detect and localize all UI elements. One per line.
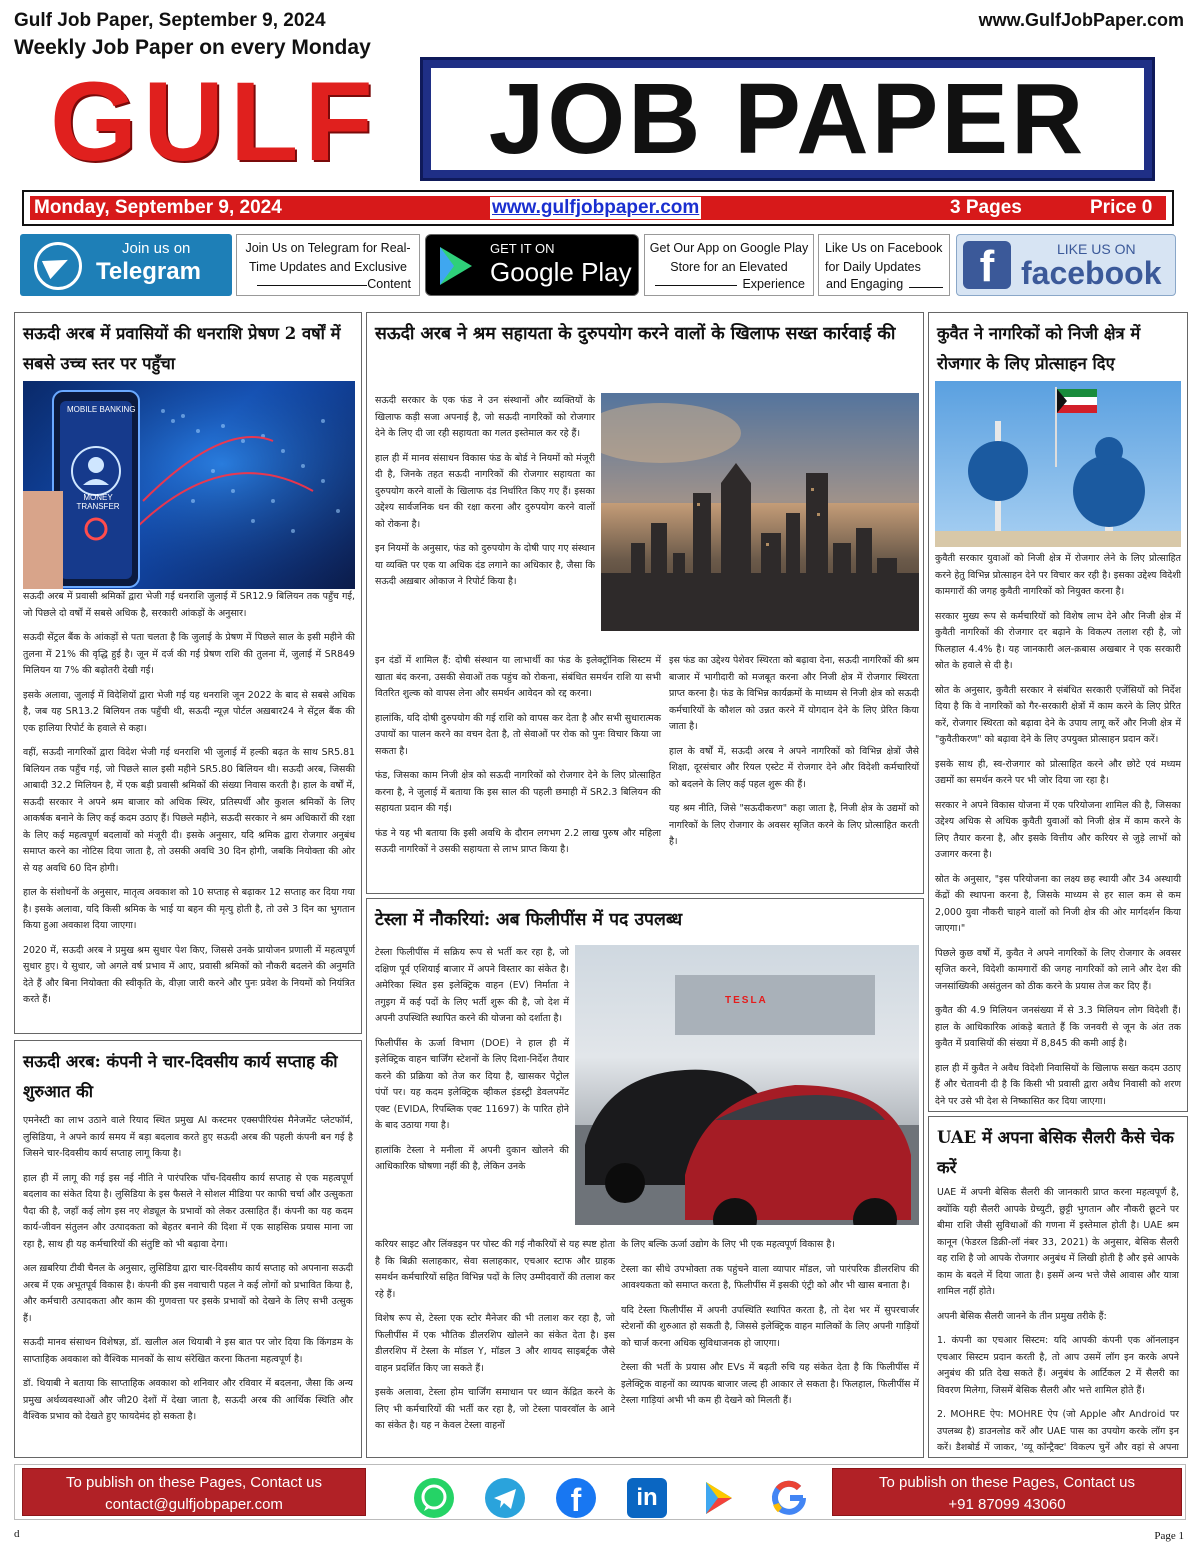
article-paragraph: हाल ही में कुवैत ने अवैध विदेशी निवासियों के खिलाफ सख्त कदम उठाए हैं और चेतावनी दी है कि किसी भी प्रवासी द्वारा अवैध निवासी को शरण देने पर उसे भी देश से निष्कासित कर दिया जाएगा। xyxy=(935,1062,1181,1107)
kuwait-towers-illustration xyxy=(935,381,1181,547)
image-caption-money-transfer: MONEY TRANSFER xyxy=(76,493,120,511)
article-paragraph: 1. कंपनी का एचआर सिस्टम: यदि आपकी कंपनी एक ऑनलाइन एचआर सिस्टम प्रदान करती है, तो आप उसमें लॉग इन करके अपने अनुबंध की प्रति देख सकते हैं। अनुबंध के आर्टिकल 2 में सैलरी का विवरण मिलेगा, जिसमें बेसिक सैलरी और भत्ते शामिल होते हैं। xyxy=(937,1335,1179,1396)
article-paragraph: पिछले कुछ वर्षों में, कुवैत ने अपने नागरिकों के लिए रोजगार के अवसर सृजित करने, विदेशी कामगारों की जगह नागरिकों को लाने और देश की जनसांख्यिकी असंतुलन को ठीक करने के प्रयास तेज कर दिए हैं। xyxy=(935,947,1181,992)
article-paragraph: विशेष रूप से, टेस्ला एक स्टोर मैनेजर की भी तलाश कर रहा है, जो फिलीपींस में एक भौतिक डीलरशिप खोलने का संकेत देता है। इस डीलरशिप में टेस्ला के मॉडल Y, मॉडल 3 और शायद साइबर्ट्रक जैसे वाहन प्रदर्शित किए जा सकते हैं। xyxy=(375,1313,615,1374)
logo-job-paper xyxy=(420,57,1155,181)
kuwait-towers-image xyxy=(935,381,1181,547)
article-paragraph: फंड, जिसका काम निजी क्षेत्र को सऊदी नागरिकों को रोजगार देने के लिए प्रोत्साहित करना है, ने जुलाई में बताया कि इस साल की पहली छमाही में SR2.3 बिलियन की सहायता प्रदान की गई। xyxy=(375,770,661,814)
article-paragraph: 2. MOHRE ऐप: MOHRE ऐप (जो Apple और Android पर उपलब्ध है) डाउनलोड करें और UAE पास का उपयोग करके लॉग इन करें। डैशबोर्ड में जाकर, 'व्यू कॉन्ट्रैक्ट' विकल्प चुनें और वहां से अपना xyxy=(937,1409,1179,1453)
page-number: Page 1 xyxy=(1154,1530,1184,1542)
article-paragraph: सरकार ने अपने विकास योजना में एक परियोजना शामिल की है, जिसका उद्देश्य अधिक से अधिक कुवैती युवाओं को निजी क्षेत्र में काम करने के लिए तैयार करना है, और इसके वित्तीय और करियर से जुड़े लाभों को उजागर करना है। xyxy=(935,799,1181,860)
remittance-image xyxy=(23,381,355,589)
riyadh-skyline-image xyxy=(601,393,919,631)
facebook-name-label: facebook xyxy=(1021,255,1162,291)
footer-contact-phone-box[interactable] xyxy=(832,1468,1182,1516)
article-paragraph: कुवैत की 4.9 मिलियन जनसंख्या में से 3.3 मिलियन लोग विदेशी हैं। हाल के आधिकारिक आंकड़े बताते हैं कि जनवरी से जून के अंत तक कुवैत में प्रवासियों की संख्या में 8,845 की कमी आई है। xyxy=(935,1005,1181,1049)
facebook-icon: f xyxy=(963,241,1011,289)
article-body-bottom-right xyxy=(669,653,919,859)
article-paragraph: सऊदी सेंट्रल बैंक के आंकड़ों से पता चलता है कि जुलाई के प्रेषण में पिछले साल के इसी महीने की तुलना में 21% की वृद्धि हुई है। जून में दर्ज की गई प्रेषण राशि की तुलना में, जुलाई में SR849 मिलियन या 7% की बढ़ोतरी देखी गई। xyxy=(23,632,355,676)
issue-url-link[interactable]: www.gulfjobpaper.com xyxy=(492,197,700,218)
article-title: UAE में अपना बेसिक सैलरी कैसे चेक करें xyxy=(937,1128,1174,1177)
article-paragraph: इन दंडों में शामिल हैं: दोषी संस्थान या लाभार्थी का फंड के इलेक्ट्रॉनिक सिस्टम में खाता बंद करना, उसकी सेवाओं तक पहुंच को रोकना, संबंधित समर्थन राशि या सभी वितरित शुल्क को वापस लेना और समर्थन आवेदन को रद्द करना। xyxy=(375,655,661,699)
article-paragraph: टेस्ला की भर्ती के प्रयास और EVs में बढ़ती रुचि यह संकेत देता है कि फिलीपींस में इलेक्ट्रिक वाहनों का व्यापक बाजार जल्द ही आकार ले सकता है। फिलहाल, फिलीपींस में टेस्ला गाड़ियां अभी भी कम ही देखने को मिलती हैं। xyxy=(621,1362,919,1406)
logo-gulf: GULF xyxy=(50,59,379,184)
footer-right-phone[interactable]: +91 87099 43060 xyxy=(948,1496,1066,1513)
article-paragraph: इसके अलावा, टेस्ला होम चार्जिंग समाधान पर ध्यान केंद्रित करने के लिए भी कर्मचारियों की भर्ती कर रहा है, जो टेस्ला पावरवॉल के आने का संकेत है। यह न केवल टेस्ला वाहनों xyxy=(375,1387,615,1431)
article-paragraph: के लिए बल्कि ऊर्जा उद्योग के लिए भी एक महत्वपूर्ण विकास है। xyxy=(621,1239,835,1250)
article-body-bottom-left xyxy=(375,653,661,867)
google-play-promo-text: Get Our App on Google Play Store for an Elevated xyxy=(649,241,809,274)
article-paragraph: सरकार मुख्य रूप से कर्मचारियों को विशेष लाभ देने और निजी क्षेत्र में कुवैती नागरिकों की रोजगार दर बढ़ाने के विकल्प तलाश रही है, जो फिलहाल 4.4% है। यह जानकारी अल-क़बास अखबार ने एक सरकारी स्रोत के हवाले से दी है। xyxy=(935,610,1181,671)
google-play-icon-accent xyxy=(440,247,454,285)
article-paragraph: करियर साइट और लिंक्डइन पर पोस्ट की गई नौकरियों से यह स्पष्ट होता है कि बिक्री सलाहकार, सेवा सलाहकार, एचआर स्टाफ और ग्राहक समर्थन कर्मचारियों सहित विभिन्न पदों के लिए उम्मीदवारों की तलाश कर रहे हैं। xyxy=(375,1239,615,1300)
article-paragraph: इन नियमों के अनुसार, फंड को दुरुपयोग के दोषी पाए गए संस्थान या व्यक्ति पर एक या अधिक दंड लगाने का अधिकार है, जैसा कि सऊदी अख़बार ओकाज ने रिपोर्ट किया है। xyxy=(375,543,595,587)
footer-mark: d xyxy=(14,1528,20,1540)
google-play-promo-text-end: Experience xyxy=(742,277,805,291)
article-paragraph: फिलीपींस के ऊर्जा विभाग (DOE) ने हाल ही में इलेक्ट्रिक वाहन चार्जिंग स्टेशनों के लिए दिशा-निर्देश तैयार करने की प्रक्रिया को तेज कर दिया है, खासकर पेट्रोल पंपों पर। यह कदम इलेक्ट्रिक व्हीकल इंडस्ट्री डेवलपमेंट एक्ट (EVIDA, रिपब्लिक एक्ट 11697) के पारित होने के बाद उठाया गया है। xyxy=(375,1037,569,1131)
article-paragraph: इस फंड का उद्देश्य पेशेवर स्थिरता को बढ़ावा देना, सऊदी नागरिकों की श्रम बाजार में भागीदारी को मजबूत करना और निजी क्षेत्र में रोजगार स्थिरता प्राप्त करना है। फंड के विभिन्न कार्यक्रमों के माध्यम से निजी क्षेत्र को सऊदी कर्मचारियों के कौशल को उन्नत करने में योगदान देने के लिए प्रेरित किया जाता है। xyxy=(669,655,919,732)
header-site-link[interactable]: www.GulfJobPaper.com xyxy=(978,10,1184,30)
telegram-banner[interactable] xyxy=(20,234,232,296)
article-paragraph: हालांकि, यदि दोषी दुरुपयोग की गई राशि को वापस कर देता है और सभी सुधारात्मक उपायों का पालन करने का वचन देता है, तो सेवाओं पर रोक को पुनः विचार किया जा सकता है। xyxy=(375,712,661,757)
telegram-icon[interactable] xyxy=(485,1478,525,1518)
article-paragraph: स्रोत के अनुसार, "इस परियोजना का लक्ष्य छह स्थायी और 34 अस्थायी केंद्रों की स्थापना करना है, जिसके माध्यम से हर साल कम से कम 2,000 युवा नौकरी चाहने वालों को निजी क्षेत्र की ओर मार्गदर्शन किया जाएगा।" xyxy=(935,873,1181,934)
tesla-sign: TESLA xyxy=(725,995,768,1006)
arrow-right-icon xyxy=(909,287,943,288)
article-body-top xyxy=(375,945,569,1184)
article-title: टेस्ला में नौकरियां: अब फिलीपींस में पद उपलब्ध xyxy=(375,910,683,930)
article-paragraph: टेस्ला फिलीपींस में सक्रिय रूप से भर्ती कर रहा है, जो दक्षिण पूर्व एशियाई बाजार में अपने विस्तार का संकेत है। अमेरिका स्थित इस इलेक्ट्रिक वाहन (EV) निर्माता ने तगुइग में कई पदों के लिए भर्ती शुरू की है, जो देश में अपनी उपस्थिति स्थापित करने की योजना को दर्शाता है। xyxy=(375,947,569,1024)
telegram-promo-text-end: Content xyxy=(367,277,411,291)
telegram-icon xyxy=(34,242,82,290)
google-icon[interactable] xyxy=(769,1478,809,1518)
footer-left-line1: To publish on these Pages, Contact us xyxy=(66,1474,322,1491)
linkedin-icon[interactable]: in xyxy=(627,1478,667,1518)
article-body xyxy=(23,589,355,1017)
telegram-promo-text-box xyxy=(236,234,420,296)
article-tesla-philippines xyxy=(366,898,924,1458)
article-kuwait-private-sector xyxy=(928,312,1188,1112)
tesla-cars-image xyxy=(575,945,919,1225)
article-saudi-remittances xyxy=(14,312,362,1034)
article-title: सऊदी अरब: कंपनी ने चार-दिवसीय कार्य सप्ताह की शुरुआत की xyxy=(23,1052,338,1101)
article-paragraph: इसके साथ ही, स्व-रोजगार को प्रोत्साहित करने और छोटे एवं मध्यम उद्यमों का समर्थन करने पर भी जोर दिया जा रहा है। xyxy=(935,758,1181,786)
image-caption-mobile-banking: MOBILE BANKING xyxy=(67,405,136,414)
telegram-join-label: Join us on xyxy=(122,240,191,257)
article-body-bottom-left xyxy=(375,1237,615,1443)
logo-job-paper-text: JOB PAPER xyxy=(431,68,1144,170)
article-title: कुवैत ने नागरिकों को निजी क्षेत्र में रोजगार के लिए प्रोत्साहन दिए xyxy=(937,324,1141,373)
article-four-day-week xyxy=(14,1040,362,1458)
page-count: 3 Pages xyxy=(950,197,1022,218)
article-paragraph: डॉ. थियाबी ने बताया कि साप्ताहिक अवकाश को शनिवार और रविवार में बदलना, जैसा कि अन्य प्रमुख अर्थव्यवस्थाओं और जी20 देशों में देखा जाता है, सऊदी अरब की आर्थिक स्थिति और वैश्विक प्रभाव को देखते हुए फायदेमंद हो सकता है। xyxy=(23,1378,353,1422)
facebook-promo-text-box xyxy=(818,234,950,296)
facebook-banner[interactable] xyxy=(956,234,1176,296)
article-paragraph: सऊदी अरब में प्रवासी श्रमिकों द्वारा भेजी गई धनराशि जुलाई में SR12.9 बिलियन तक पहुँच गई, जो पिछले दो वर्षों में सबसे अधिक है, सरकारी आंकड़ों के अनुसार। xyxy=(23,591,355,619)
article-paragraph: टेस्ला का सीधे उपभोक्ता तक पहुंचने वाला व्यापार मॉडल, जो पारंपरिक डीलरशिप की आवश्यकता को समाप्त करता है, फिलीपींस में इसकी एंट्री को और भी खास बनाता है। xyxy=(621,1263,919,1291)
article-title: सऊदी अरब में प्रवासियों की धनराशि प्रेषण 2 वर्षों में सबसे उच्च स्तर पर पहुँचा xyxy=(23,324,341,373)
article-paragraph: हाल के वर्षों में, सऊदी अरब ने अपने नागरिकों को विभिन्न क्षेत्रों जैसे शिक्षा, दूरसंचार और रियल एस्टेट में रोजगार देने और विदेशी कर्मचारियों को बदलने के लिए कई पहल शुरू की हैं। xyxy=(669,745,919,790)
article-paragraph: एमनेस्टी का लाभ उठाने वाले रियाद स्थित प्रमुख AI कस्टमर एक्सपीरियंस मैनेजमेंट प्लेटफॉर्म, लुसिडिया, ने अपने कार्य समय में बड़ा बदलाव करते हुए सऊदी अरब की पहली कंपनी बन गई है जिसने चार-दिवसीय कार्य सप्ताह लागू किया है। xyxy=(23,1115,353,1159)
facebook-promo-text-end: and Engaging xyxy=(826,277,904,291)
issue-date: Monday, September 9, 2024 xyxy=(34,197,282,218)
footer-left-email[interactable]: contact@gulfjobpaper.com xyxy=(105,1496,283,1513)
whatsapp-icon[interactable] xyxy=(414,1478,454,1518)
footer-contact-email-box[interactable] xyxy=(22,1468,366,1516)
article-paragraph: सऊदी सरकार के एक फंड ने उन संस्थानों और व्यक्तियों के खिलाफ कड़ी सजा अपनाई है, जो सऊदी नागरिकों को रोजगार देने के लिए दी जा रही सहायता का गलत इस्तेमाल कर रहे हैं। xyxy=(375,395,595,439)
facebook-promo-text: Like Us on Facebook for Daily Updates xyxy=(825,241,943,274)
issue-price: Price 0 xyxy=(1090,197,1153,218)
footer-right-line1: To publish on these Pages, Contact us xyxy=(879,1474,1135,1491)
header-date-line: Gulf Job Paper, September 9, 2024 xyxy=(14,10,326,31)
article-paragraph: कुवैती सरकार युवाओं को निजी क्षेत्र में रोजगार लेने के लिए प्रोत्साहित करने हेतु विभिन्न प्रोत्साहन देने पर विचार कर रही है। इसका उद्देश्य विदेशी कामगारों की जगह कुवैती नागरिकों को नियुक्त करना है। xyxy=(935,553,1181,597)
article-paragraph: हाल ही में मानव संसाधन विकास फंड के बोर्ड ने नियमों को मंजूरी दी है, जिनके तहत सऊदी नागरिकों की रोजगार सहायता का दुरुपयोग करने वालों के खिलाफ दंड निर्धारित किए गए हैं। इसका उद्देश्य सार्वजनिक धन की रक्षा करना और दुरुपयोग करने वालों को रोकना है। xyxy=(375,452,595,530)
article-body xyxy=(935,551,1181,1112)
arrow-left-icon xyxy=(257,285,367,286)
article-body xyxy=(23,1113,353,1426)
arrow-left-icon xyxy=(655,285,737,286)
facebook-icon[interactable]: f xyxy=(556,1478,596,1518)
article-paragraph: वहीं, सऊदी नागरिकों द्वारा विदेश भेजी गई धनराशि भी जुलाई में हल्की बढ़त के साथ SR5.81 बिलियन तक पहुँच गई, जो पिछले साल इसी महीने SR5.80 बिलियन थी। सऊदी अरब, जिसकी आबादी 32.2 मिलियन है, में एक बड़ी प्रवासी श्रमिकों की संख्या निवास करती है। हाल के वर्षों में, सऊदी सरकार ने अपने श्रम बाजार को अधिक स्थिर, प्रतिस्पर्धी और कुशल श्रमिकों के लिए आकर्षक बनाने के लिए कई कदम उठाए हैं। पिछले महीने, सऊदी सरकार ने श्रम अधिकारों की रक्षा के लिए कई महत्वपूर्ण बदलावों को मंजूरी दी। इसके अनुसार, यदि श्रमिक द्वारा रोजगार अनुबंध समाप्त करने का नोटिस दिया जाता है, तो उसकी अवधि 30 दिन होगी, जबकि नियोक्ता की ओर से यह अवधि 60 दिन होगी। xyxy=(23,747,355,874)
tesla-cars-illustration xyxy=(575,945,919,1225)
google-play-icon[interactable] xyxy=(698,1478,738,1518)
article-paragraph: यदि टेस्ला फिलीपींस में अपनी उपस्थिति स्थापित करता है, तो देश भर में सुपरचार्जर स्टेशनों की शुरुआत हो सकती है, जिससे इलेक्ट्रिक वाहन मालिकों के लिए अपनी गाड़ियों को चार्ज करना अधिक सुविधाजनक हो जाएगा। xyxy=(621,1304,919,1349)
article-paragraph: हाल के संशोधनों के अनुसार, मातृत्व अवकाश को 10 सप्ताह से बढ़ाकर 12 सप्ताह कर दिया गया है। इसके अलावा, यदि किसी श्रमिक के भाई या बहन की मृत्यु होती है, तो उसे 3 दिन का भुगतान किया हुआ अवकाश दिया जाएगा। xyxy=(23,887,355,931)
article-body-bottom-right xyxy=(621,1237,919,1418)
article-labor-support-misuse xyxy=(366,312,924,894)
article-paragraph: हाल ही में लागू की गई इस नई नीति ने पारंपरिक पाँच-दिवसीय कार्य सप्ताह से एक महत्वपूर्ण बदलाव का संकेत दिया है। लुसिडिया के इस फैसले ने सोशल मीडिया पर काफी चर्चा और उत्सुकता पैदा की है, जहाँ कई लोग इस नए शेड्यूल के प्रभावों को लेकर उत्साहित हैं। कंपनी का यह कदम कार्य-जीवन संतुलन और उत्पादकता को बेहतर बनाने की दिशा में एक साहसिक प्रयास माना जा रहा है, साथ ही यह कर्मचारियों की संतुष्टि को भी बढ़ावा देगा। xyxy=(23,1172,353,1250)
riyadh-skyline-illustration xyxy=(601,393,919,631)
header-weekly-line: Weekly Job Paper on every Monday xyxy=(14,36,371,59)
google-play-promo-text-box xyxy=(644,234,814,296)
google-play-banner[interactable] xyxy=(425,234,639,296)
article-paragraph: 2020 में, सऊदी अरब ने प्रमुख श्रम सुधार पेश किए, जिससे उनके प्रायोजन प्रणाली में महत्वपूर्ण सुधार हुए। ये सुधार, जो अगले वर्ष प्रभाव में आए, प्रवासी श्रमिकों को नौकरी बदलने की अनुमति देते हैं और बिना नियोक्ता की स्वीकृति के, वीज़ा जारी करने और पुनः प्रवेश के नियमों को नियंत्रित करते हैं। xyxy=(23,944,355,1005)
article-paragraph: फंड ने यह भी बताया कि इसी अवधि के दौरान लगभग 2.2 लाख पुरुष और महिला सऊदी नागरिकों ने उसकी सहायता से लाभ प्राप्त किया है। xyxy=(375,827,661,855)
telegram-promo-text: Join Us on Telegram for Real-Time Updates and Exclusive xyxy=(245,241,411,274)
article-paragraph: हालांकि टेस्ला ने मनीला में अपनी दुकान खोलने की आधिकारिक घोषणा नहीं की है, लेकिन उनके xyxy=(375,1144,569,1172)
article-paragraph: यह श्रम नीति, जिसे "सऊदीकरण" कहा जाता है, निजी क्षेत्र के उद्यमों को नागरिकों के लिए रोजगार के अवसर सृजित करने के लिए प्रोत्साहित करती है। xyxy=(669,803,919,847)
google-play-name-label: Google Play xyxy=(490,257,632,287)
article-body-top xyxy=(375,393,595,599)
facebook-like-label: LIKE US ON xyxy=(1057,241,1136,257)
article-body xyxy=(937,1185,1179,1458)
article-paragraph: इसके अलावा, जुलाई में विदेशियों द्वारा भेजी गई यह धनराशि जून 2022 के बाद से सबसे अधिक है, जब यह SR13.2 बिलियन तक पहुँची थी, सऊदी न्यूज़ पोर्टल अख़बार24 ने सेंट्रल बैंक की एक हालिया रिपोर्ट के हवाले से कहा। xyxy=(23,689,355,734)
article-paragraph: अल ख़बरिया टीवी चैनल के अनुसार, लुसिडिया द्वारा चार-दिवसीय कार्य सप्ताह को अपनाना सऊदी अरब में एक अभूतपूर्व विकास है। कंपनी की इस नवाचारी पहल ने कई लोगों को प्रभावित किया है, और कर्मचारी उत्पादकता और काम की गुणवत्ता पर इसके प्रभावों को देखने के लिए सभी उत्सुक हैं। xyxy=(23,1263,353,1324)
google-play-get-label: GET IT ON xyxy=(490,241,555,256)
article-paragraph: स्रोत के अनुसार, कुवैती सरकार ने संबंधित सरकारी एजेंसियों को निर्देश दिया है कि वे नागरिकों को गैर-सरकारी क्षेत्रों में काम करने के लिए प्रेरित करें, रोजगार स्थिरता को बढ़ावा देने के उपाय लागू करें और निजी क्षेत्र में "कुवैतीकरण" को बढ़ावा देने के लिए उपयुक्त प्रोत्साहन प्रदान करें। xyxy=(935,684,1181,745)
telegram-name-label: Telegram xyxy=(96,258,201,285)
article-uae-basic-salary xyxy=(928,1116,1188,1458)
article-paragraph: UAE में अपनी बेसिक सैलरी की जानकारी प्राप्त करना महत्वपूर्ण है, क्योंकि यही सैलरी आपके ग्रेच्युटी, छुट्टी भुगतान और नौकरी छूटने पर बीमा राशि जैसी सुविधाओं की गणना में इस्तेमाल होती है। UAE श्रम कानून (फेडरल डिक्री-लॉ नंबर 33, 2021) के अनुसार, बेसिक सैलरी वह राशि है जो आपके रोजगार अनुबंध में लिखी होती है और इसे आपके काम के बदले में दिया जाता है। इसमें अन्य भत्ते जैसे आवास और यात्रा शामिल नहीं होते। xyxy=(937,1187,1179,1297)
article-paragraph: सऊदी मानव संसाधन विशेषज्ञ, डॉ. खलील अल थियाबी ने इस बात पर जोर दिया कि किंगडम के साप्ताहिक अवकाश को वैश्विक मानकों के साथ संरेखित करना कितना महत्वपूर्ण है। xyxy=(23,1337,353,1365)
article-title: सऊदी अरब ने श्रम सहायता के दुरुपयोग करने वालों के खिलाफ सख्त कार्रवाई की xyxy=(375,324,896,344)
article-paragraph: अपनी बेसिक सैलरी जानने के तीन प्रमुख तरीके हैं: xyxy=(937,1310,1107,1322)
